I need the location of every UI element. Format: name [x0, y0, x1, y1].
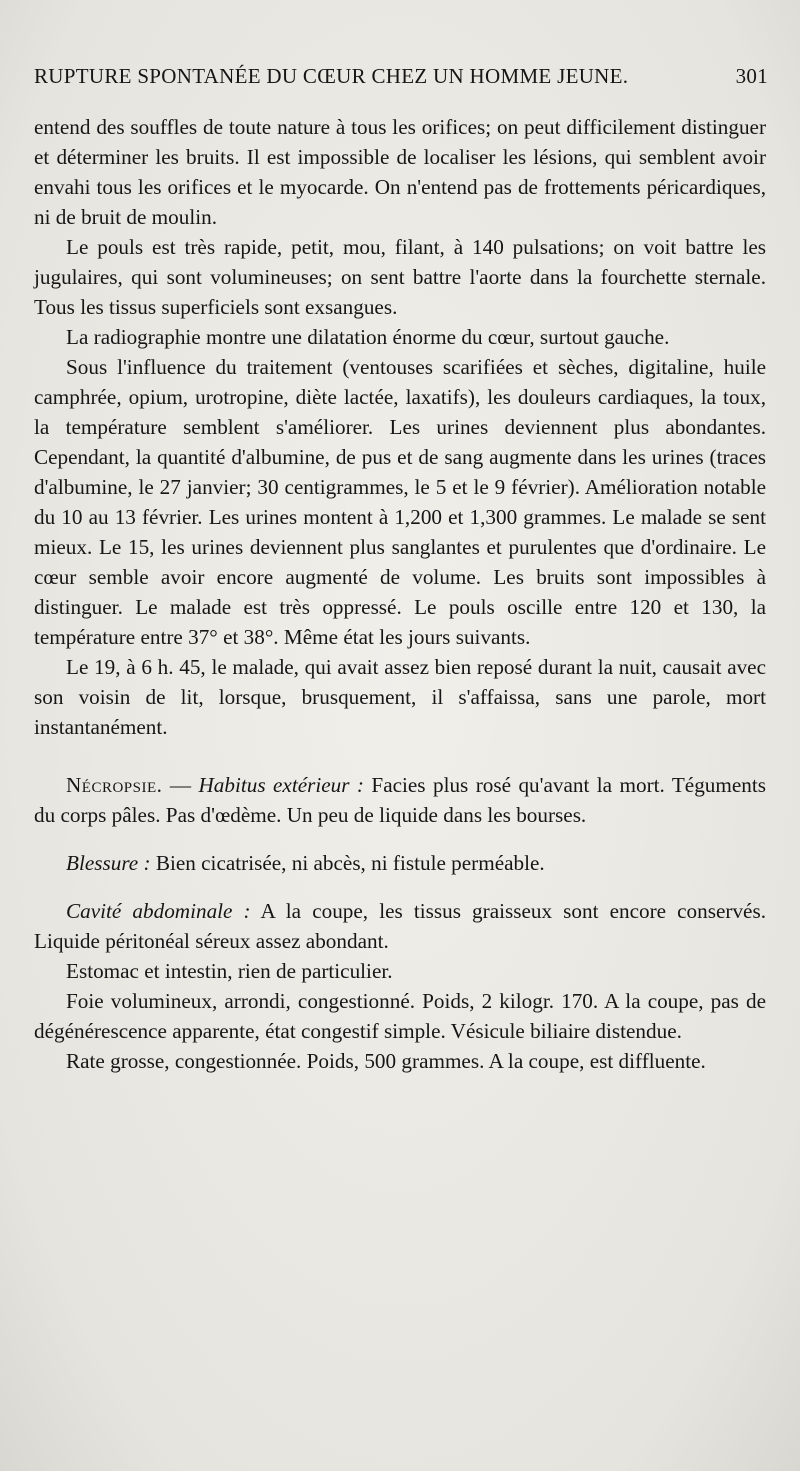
blessure-text: Bien cicatrisée, ni abcès, ni fistule perméable.: [150, 851, 545, 875]
paragraph-blessure: [34, 848, 766, 878]
paragraph-traitement: Sous l'influence du traitement (ventouses scarifiées et sèches, digitaline, huile camphrée, opium, urotropine, diète lactée, laxatifs), les douleurs cardiaques, la toux, la température semblent s'améliorer. Les urines deviennent plus abondantes. Cependant, la quantité d'albumine, de pus et de sang augmente dans les urines (traces d'albumine, le 27 janvier; 30 centigrammes, le 5 et le 9 février). Amélioration notable du 10 au 13 février. Les urines montent à 1,200 et 1,300 grammes. Le malade se sent mieux. Le 15, les urines deviennent plus sanglantes et purulentes que d'ordinaire. Le cœur semble avoir encore augmenté de volume. Les bruits sont impossibles à distinguer. Le malade est très oppressé. Le pouls oscille entre 120 et 130, la température entre 37° et 38°. Même état les jours suivants.: [34, 355, 766, 649]
body-text: [34, 112, 766, 1076]
running-title: RUPTURE SPONTANÉE DU CŒUR CHEZ UN HOMME JEUNE.: [34, 64, 629, 88]
running-header: [34, 64, 768, 89]
blessure-label: Blessure :: [66, 851, 151, 875]
paragraph-necropsie: [34, 770, 766, 830]
habitus-label: Habitus extérieur :: [198, 773, 364, 797]
paragraph-pouls: Le pouls est très rapide, petit, mou, filant, à 140 pulsations; on voit battre les jugulaires, qui sont volumineuses; on sent battre l'aorte dans la fourchette sternale. Tous les tissus superficiels sont exsangues.: [34, 235, 766, 319]
paragraph-radiographie: La radiographie montre une dilatation énorme du cœur, surtout gauche.: [66, 325, 670, 349]
cavite-label: Cavité abdominale :: [66, 899, 251, 923]
paragraph-rate: Rate grosse, congestionnée. Poids, 500 grammes. A la coupe, est diffluente.: [66, 1049, 706, 1073]
page-number: 301: [735, 64, 768, 88]
paragraph-continuation: entend des souffles de toute nature à tous les orifices; on peut difficilement distinguer et déterminer les bruits. Il est impossible de localiser les lésions, qui semblent avoir envahi tous les orifices et le myocarde. On n'entend pas de frottements péricardiques, ni de bruit de moulin.: [34, 115, 766, 229]
paragraph-cavite: [34, 896, 766, 956]
paragraph-estomac: Estomac et intestin, rien de particulier.: [66, 959, 393, 983]
necropsie-dash: —: [162, 773, 199, 797]
paragraph-foie: Foie volumineux, arrondi, congestionné. Poids, 2 kilogr. 170. A la coupe, pas de dégénérescence apparente, état congestif simple. Vésicule biliaire distendue.: [34, 989, 766, 1043]
habitus-text: Facies plus rosé qu'avant la mort. Téguments du corps pâles. Pas d'œdème. Un peu de liquide dans les bourses.: [34, 773, 766, 827]
cavite-text: A la coupe, les tissus graisseux sont encore conservés. Liquide péritonéal séreux assez abondant.: [34, 899, 766, 953]
necropsie-heading: Nécropsie.: [66, 773, 163, 797]
paragraph-mort: Le 19, à 6 h. 45, le malade, qui avait assez bien reposé durant la nuit, causait avec son voisin de lit, lorsque, brusquement, il s'affaissa, sans une parole, mort instantanément.: [34, 655, 766, 739]
